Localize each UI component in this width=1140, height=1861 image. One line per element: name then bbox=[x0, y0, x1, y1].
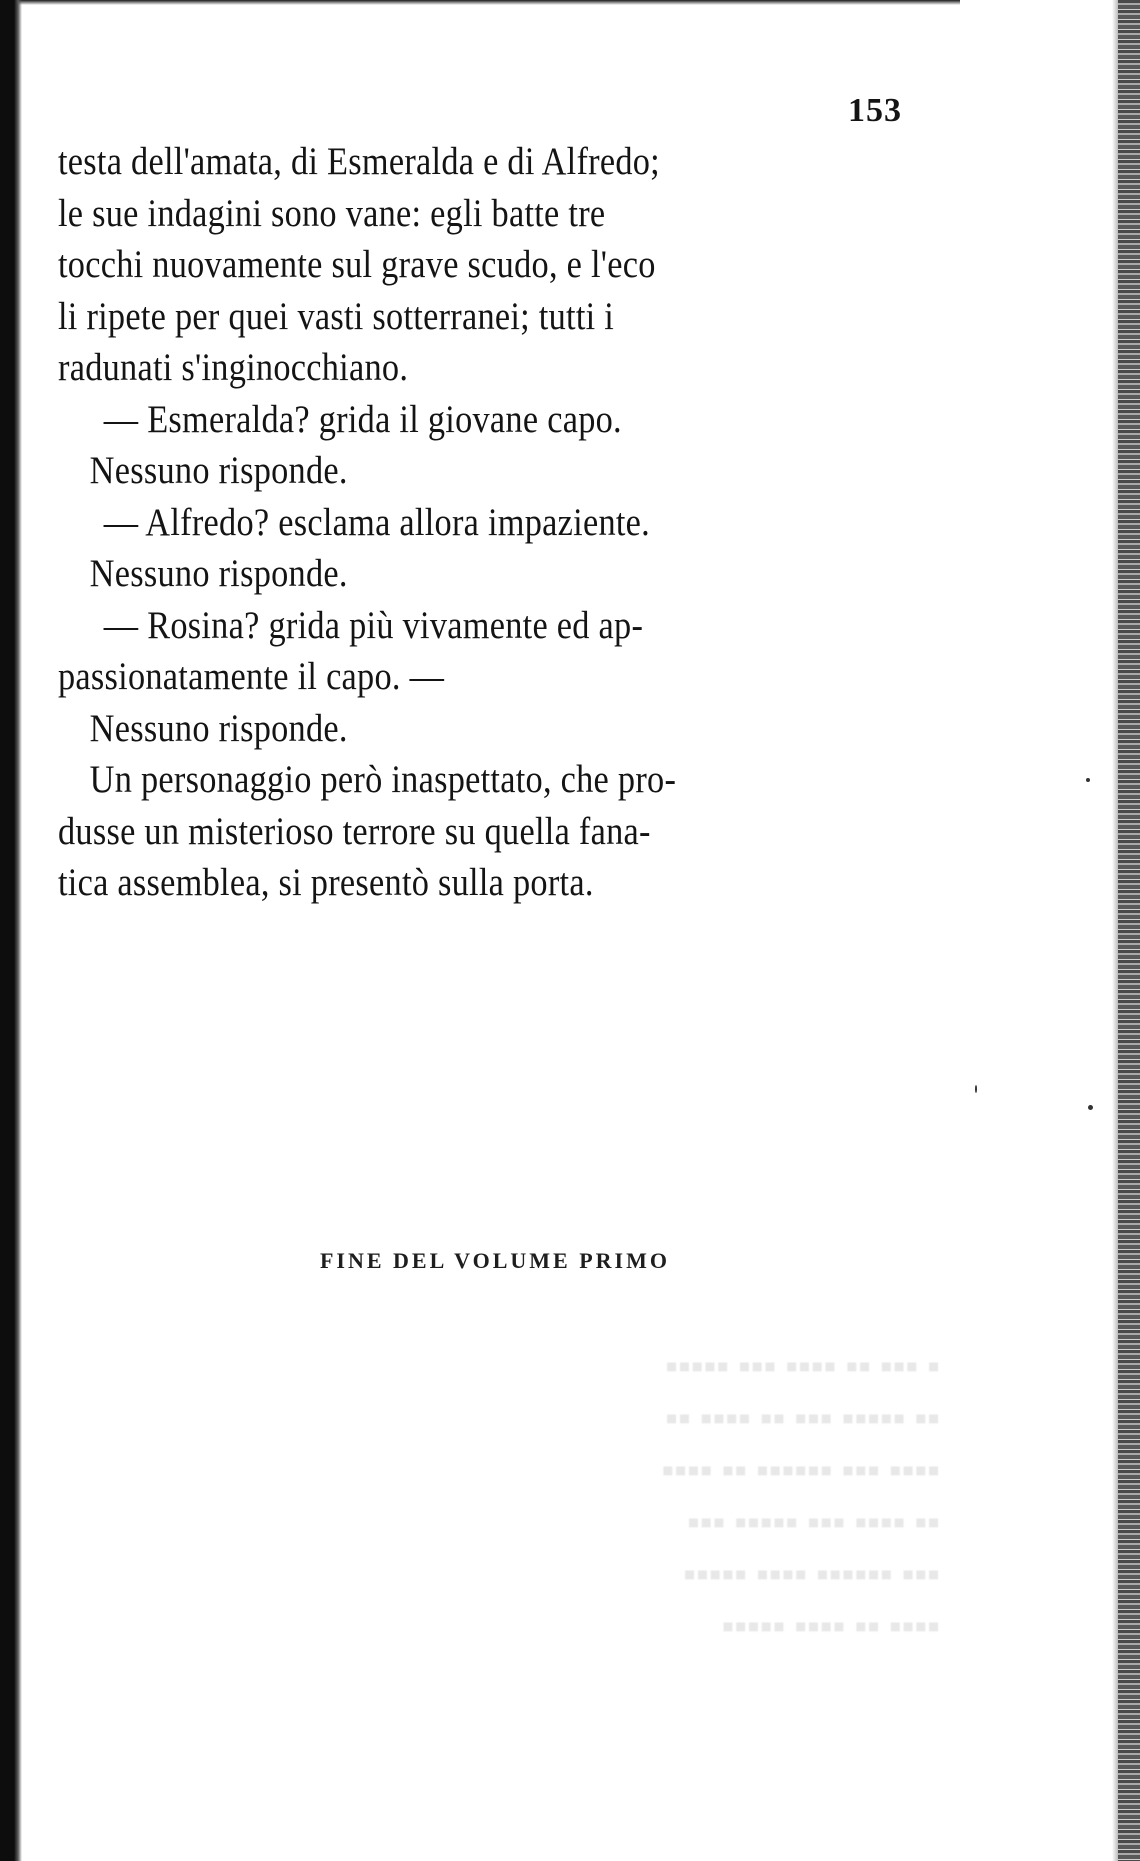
text-line: dusse un misterioso terrore su quella fana- bbox=[58, 809, 651, 853]
ink-speck bbox=[975, 1085, 977, 1093]
scan-edge-right bbox=[1118, 0, 1140, 1861]
text-line: tica assemblea, si presentò sulla porta. bbox=[58, 861, 594, 904]
text-line: testa dell'amata, di Esmeralda e di Alfredo; bbox=[58, 140, 660, 183]
text-line: radunati s'inginocchiano. bbox=[58, 346, 409, 389]
text-line: passionatamente il capo. — bbox=[58, 655, 445, 698]
body-text bbox=[58, 136, 918, 909]
dialogue-line: — Esmeralda? grida il giovane capo. bbox=[103, 397, 622, 441]
text-line: Nessuno risponde. bbox=[89, 552, 348, 595]
closing-caption: FINE DEL VOLUME PRIMO bbox=[319, 1248, 670, 1273]
dialogue-line: — Rosina? grida più vivamente ed ap- bbox=[103, 603, 644, 647]
page-number: 153 bbox=[848, 92, 902, 129]
text-line: li ripete per quei vasti sotterranei; tutti i bbox=[58, 294, 615, 338]
scan-edge-left bbox=[0, 0, 22, 1861]
text-line: tocchi nuovamente sul grave scudo, e l'eco bbox=[58, 243, 656, 286]
ink-speck bbox=[1086, 778, 1090, 782]
scan-edge-top bbox=[0, 0, 960, 5]
text-line: Un personaggio però inaspettato, che pro- bbox=[89, 758, 677, 801]
text-line: le sue indagini sono vane: egli batte tre bbox=[58, 191, 606, 235]
ink-speck bbox=[1088, 1105, 1093, 1110]
dialogue-line: — Alfredo? esclama allora impaziente. bbox=[103, 500, 651, 544]
closing-caption-row bbox=[0, 1248, 1140, 1274]
text-line: Nessuno risponde. bbox=[89, 706, 348, 750]
show-through-texture: ▪ ▪▪▪ ▪▪ ▪▪▪▪ ▪▪▪ ▪▪▪▪▪ ▪▪ ▪▪▪▪▪ ▪▪▪ ▪▪ ▪▪▪▪ ▪▪ ▪▪▪▪ ▪▪▪ ▪▪▪▪▪▪ ▪▪ ▪▪▪▪ ▪▪ ▪▪▪▪ ▪▪▪ ▪▪▪▪▪ ▪▪▪ ▪▪▪ ▪▪▪▪▪▪ ▪▪▪▪ ▪▪▪▪▪ ▪▪▪▪ ▪▪ ▪▪▪▪ ▪▪▪▪▪ bbox=[661, 1346, 940, 1646]
text-line: Nessuno risponde. bbox=[89, 449, 348, 492]
